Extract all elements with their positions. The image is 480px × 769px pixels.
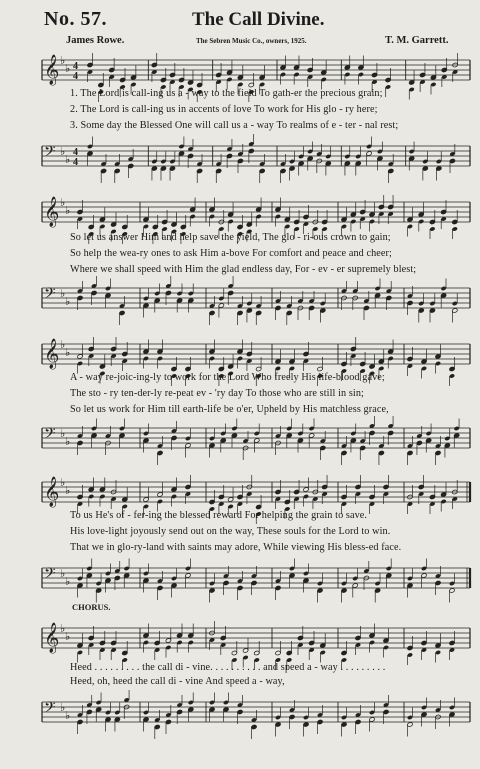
lyric-line: The sto - ry ten-der-ly re-peat ev - 'ry day To those who are still in sin; xyxy=(70,388,364,399)
lyric-line: A - way re-joic-ing-ly to work for the Lord Who freely His life-blood gave; xyxy=(70,372,385,383)
bass-staff-3 xyxy=(0,420,480,460)
time-signature: 4 xyxy=(73,71,78,82)
copyright-notice: The Sebren Music Co., owners, 1925. xyxy=(196,37,307,45)
chorus-label: CHORUS. xyxy=(72,602,111,612)
treble-clef-icon: 𝄞 xyxy=(44,197,60,227)
lyric-line: 3. Some day the Blessed One will call us a - way To realms of e - ter - nal rest; xyxy=(70,120,399,131)
flat-icon: ♭ xyxy=(65,205,71,217)
flat-icon: ♭ xyxy=(65,576,71,588)
bass-staff-4 xyxy=(0,560,480,600)
time-signature: 4 xyxy=(73,157,78,168)
flat-icon: ♭ xyxy=(60,623,66,635)
bass-clef-icon: 𝄢 xyxy=(44,699,56,720)
hymn-number: No. 57. xyxy=(44,8,107,30)
lyric-line: So let us answer Him and help save the yield, The glo - ri-ous crown to gain; xyxy=(70,232,391,243)
lyric-line: So let us work for Him till earth-life be o'er, Upheld by His matchless grace, xyxy=(70,404,389,415)
lyric-line: Heed, oh, heed the call di - vine And speed a - way, xyxy=(70,676,285,687)
flat-icon: ♭ xyxy=(65,710,71,722)
bass-staff-2 xyxy=(0,280,480,320)
flat-icon: ♭ xyxy=(65,154,71,166)
lyric-line: That we in glo-ry-land with saints may adore, While viewing His bless-ed face. xyxy=(70,542,402,553)
flat-icon: ♭ xyxy=(65,485,71,497)
flat-icon: ♭ xyxy=(65,296,71,308)
bass-staff-1 xyxy=(0,138,480,178)
bass-clef-icon: 𝄢 xyxy=(44,143,56,164)
treble-staff-1 xyxy=(0,52,480,92)
lyricist: James Rowe. xyxy=(66,35,125,46)
lyric-line: Where we shall speed with Him the glad endless day, For - ev - er supremely blest; xyxy=(70,264,417,275)
bass-clef-icon: 𝄢 xyxy=(44,565,56,586)
treble-staff-2 xyxy=(0,194,480,234)
flat-icon: ♭ xyxy=(65,63,71,75)
flat-icon: ♭ xyxy=(60,428,66,440)
flat-icon: ♭ xyxy=(60,288,66,300)
time-signature: 4 xyxy=(73,61,78,72)
flat-icon: ♭ xyxy=(60,197,66,209)
flat-icon: ♭ xyxy=(60,702,66,714)
flat-icon: ♭ xyxy=(60,339,66,351)
lyric-line: 2. The Lord is call-ing us in accents of love To work for His glo - ry here; xyxy=(70,104,378,115)
lyric-line: Heed . . . . . . . . . the call di - vine. . . . . . . . . . and speed a - way . . . . . . . . . xyxy=(70,662,386,673)
flat-icon: ♭ xyxy=(65,347,71,359)
bass-clef-icon: 𝄢 xyxy=(44,425,56,446)
treble-clef-icon: 𝄞 xyxy=(44,477,60,507)
treble-clef-icon: 𝄞 xyxy=(44,339,60,369)
bass-clef-icon: 𝄢 xyxy=(44,285,56,306)
treble-staff-4 xyxy=(0,474,480,514)
bass-staff-5 xyxy=(0,694,480,734)
treble-staff-5 xyxy=(0,620,480,660)
flat-icon: ♭ xyxy=(60,477,66,489)
treble-clef-icon: 𝄞 xyxy=(44,55,60,85)
treble-clef-icon: 𝄞 xyxy=(44,623,60,653)
lyric-line: To us He's of - fer-ing the blessed reward For helping the grain to save. xyxy=(70,510,368,521)
flat-icon: ♭ xyxy=(60,55,66,67)
hymn-title: The Call Divine. xyxy=(192,9,325,30)
lyric-line: His love-light joyously send out on the way, These souls for the Lord to win. xyxy=(70,526,391,537)
lyric-line: So help the wea-ry ones to ask Him a-bove For comfort and peace and cheer; xyxy=(70,248,392,259)
flat-icon: ♭ xyxy=(60,146,66,158)
treble-staff-3 xyxy=(0,336,480,376)
flat-icon: ♭ xyxy=(65,631,71,643)
composer: T. M. Garrett. xyxy=(385,35,449,46)
time-signature: 4 xyxy=(73,147,78,158)
lyric-line: 1. The Lord is call-ing us a - way to the field To gath-er the precious grain; xyxy=(70,88,383,99)
flat-icon: ♭ xyxy=(65,436,71,448)
flat-icon: ♭ xyxy=(60,568,66,580)
